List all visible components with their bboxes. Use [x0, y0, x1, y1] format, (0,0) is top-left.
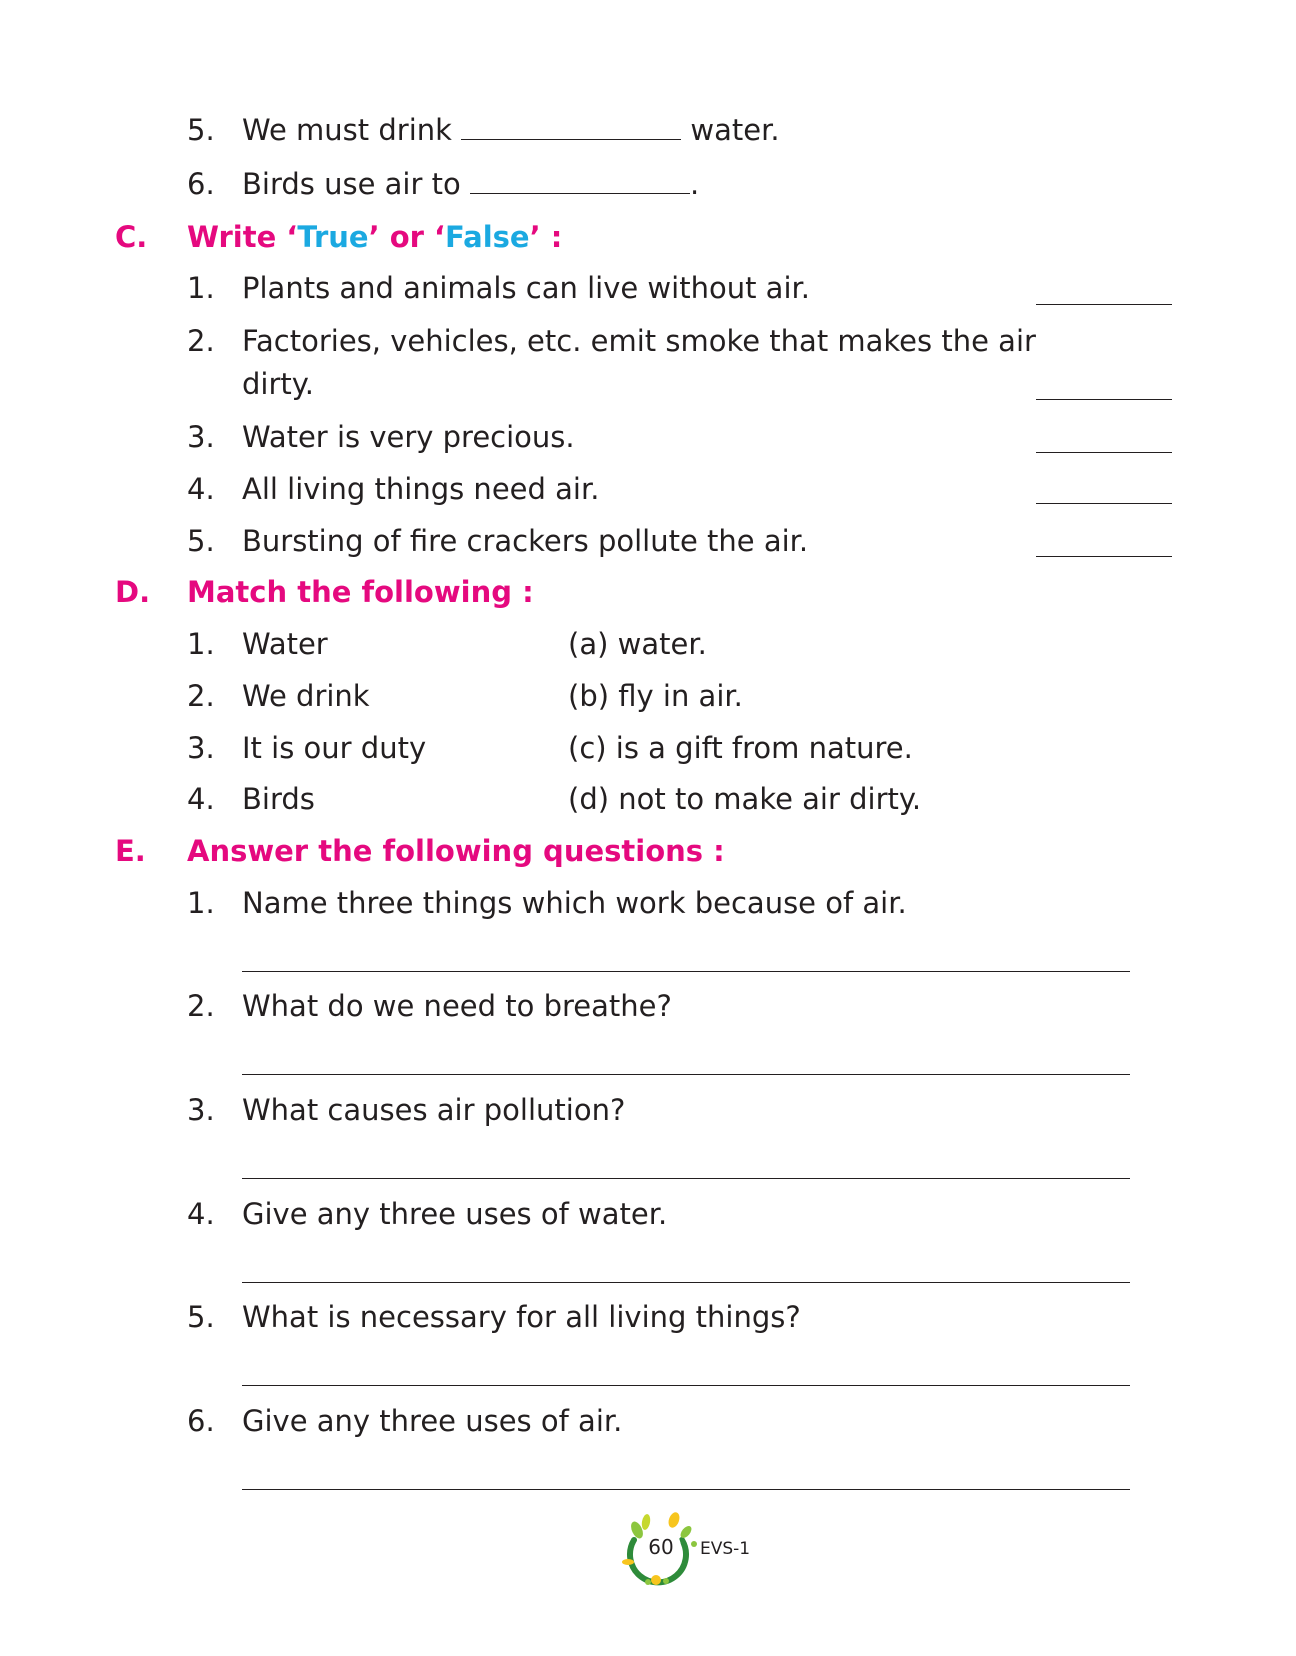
item-number: 1.: [187, 627, 215, 661]
question-text: What causes air pollution?: [242, 1093, 626, 1127]
answer-blank[interactable]: [1036, 556, 1172, 557]
item-number: 2.: [187, 989, 215, 1023]
section-c-letter: C.: [115, 220, 148, 254]
section-c-title: Write ‘True’ or ‘False’ :: [187, 220, 563, 254]
item-text: Factories, vehicles, etc. emit smoke that makes the air: [242, 324, 1036, 358]
book-code: EVS-1: [700, 1539, 751, 1559]
item-number: 6.: [187, 1404, 215, 1438]
section-e-title: Answer the following questions :: [187, 834, 725, 868]
item-text: dirty.: [242, 367, 315, 401]
match-left: Water: [242, 627, 328, 661]
match-right: (a) water.: [568, 627, 707, 661]
item-number: 1.: [187, 886, 215, 920]
item-text: We must drink water.: [242, 113, 780, 147]
item-number: 2.: [187, 324, 215, 358]
item-number: 5.: [187, 113, 215, 147]
answer-blank[interactable]: [461, 113, 681, 140]
item-number: 3.: [187, 731, 215, 765]
item-text: Plants and animals can live without air.: [242, 271, 810, 305]
item-number: 1.: [187, 271, 215, 305]
item-number: 3.: [187, 1093, 215, 1127]
item-number: 4.: [187, 1197, 215, 1231]
match-left: We drink: [242, 679, 370, 713]
answer-line[interactable]: [242, 1178, 1130, 1179]
match-right: (c) is a gift from nature.: [568, 731, 913, 765]
question-text: What is necessary for all living things?: [242, 1300, 801, 1334]
item-number: 3.: [187, 420, 215, 454]
answer-blank[interactable]: [1036, 304, 1172, 305]
item-text: Bursting of fire crackers pollute the air.: [242, 524, 809, 558]
answer-blank[interactable]: [1036, 503, 1172, 504]
item-text: All living things need air.: [242, 472, 600, 506]
page-number: 60: [642, 1528, 680, 1566]
section-e-letter: E.: [115, 834, 146, 868]
answer-line[interactable]: [242, 1282, 1130, 1283]
item-number: 4.: [187, 782, 215, 816]
item-text: Water is very precious.: [242, 420, 575, 454]
match-left: Birds: [242, 782, 315, 816]
match-right: (d) not to make air dirty.: [568, 782, 922, 816]
answer-line[interactable]: [242, 1385, 1130, 1386]
answer-line[interactable]: [242, 1074, 1130, 1075]
answer-blank[interactable]: [1036, 399, 1172, 400]
match-right: (b) fly in air.: [568, 679, 743, 713]
item-number: 5.: [187, 524, 215, 558]
section-d-letter: D.: [115, 575, 151, 609]
match-left: It is our duty: [242, 731, 427, 765]
question-text: Give any three uses of water.: [242, 1197, 668, 1231]
answer-line[interactable]: [242, 971, 1130, 972]
question-text: Name three things which work because of air.: [242, 886, 907, 920]
item-number: 2.: [187, 679, 215, 713]
item-number: 6.: [187, 167, 215, 201]
section-d-title: Match the following :: [187, 575, 534, 609]
item-number: 5.: [187, 1300, 215, 1334]
page-footer: [612, 1510, 762, 1590]
answer-line[interactable]: [242, 1489, 1130, 1490]
question-text: What do we need to breathe?: [242, 989, 672, 1023]
item-text: Birds use air to .: [242, 167, 700, 201]
item-number: 4.: [187, 472, 215, 506]
answer-blank[interactable]: [470, 167, 690, 194]
answer-blank[interactable]: [1036, 452, 1172, 453]
question-text: Give any three uses of air.: [242, 1404, 623, 1438]
